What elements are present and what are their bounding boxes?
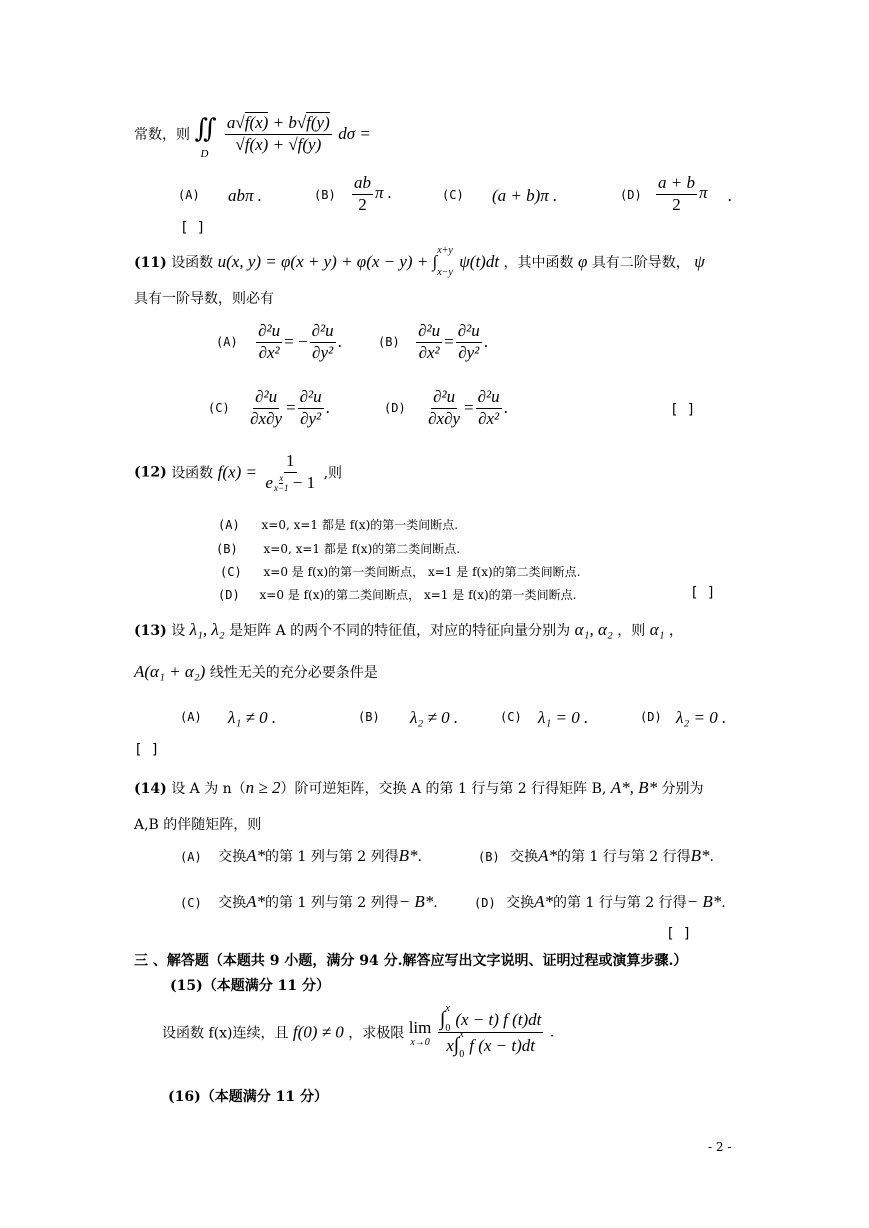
q14-c-m2: − B* <box>398 892 434 911</box>
q11-function: u(x, y) = φ(x + y) + φ(x − y) + ∫ <box>217 252 438 271</box>
q10-num-a: a <box>226 113 236 132</box>
q13-stem <box>134 620 683 640</box>
q10-stem <box>134 113 371 161</box>
q11-d-num1: ∂²u <box>431 388 457 409</box>
q14-option-d <box>474 892 726 912</box>
q12-den <box>263 473 317 493</box>
q12-a-text: x=0, x=1 都是 f(x)的第一类间断点. <box>261 518 459 532</box>
q13-d-label: (D) <box>640 710 662 724</box>
q10-prefix: 常数，则 <box>134 127 190 144</box>
q12-b-text: x=0, x=1 都是 f(x)的第二类间断点. <box>263 542 461 556</box>
q14-line2: A,B 的伴随矩阵，则 <box>134 817 262 833</box>
q10-b-num: ab <box>352 174 373 195</box>
q14-b-end: . <box>709 849 714 865</box>
q12-number: (12) <box>134 464 167 481</box>
q13-text4: ， <box>668 623 683 639</box>
q14-a-m2: B* <box>398 846 418 865</box>
q14-a-end: . <box>417 849 422 865</box>
q15-numerator <box>438 1003 544 1035</box>
section3-heading: 三 、解答题（本题共 9 小题，满分 94 分.解答应写出文字说明、证明过程或演算步骤.） <box>134 953 688 969</box>
q14-number: (14) <box>134 781 167 797</box>
q11-d-eq: = <box>464 398 474 418</box>
q13-a: λ₁ ≠ 0 . <box>228 708 277 727</box>
q11-c-den2: ∂y² <box>300 408 322 428</box>
page-number: - 2 - <box>708 1140 732 1154</box>
q13-b: λ₂ ≠ 0 . <box>410 708 459 727</box>
q10-answer-bracket: [ ] <box>180 220 206 236</box>
q15-den-x: x <box>446 1036 454 1056</box>
q15-den-lower: 0 <box>459 1049 465 1061</box>
q13-line2-math: A(α₁ + α₂) <box>134 662 206 681</box>
q11-c-eq: = <box>286 398 296 418</box>
q11-text1: 设函数 <box>171 255 214 271</box>
q12-a-label: (A) <box>218 518 240 532</box>
q11-option-c <box>208 388 330 428</box>
q11-b-den1: ∂x² <box>418 342 440 362</box>
q15-den-body: f (x − t)dt <box>469 1036 535 1056</box>
q12-fx: f(x) = <box>217 462 257 482</box>
q10-num-fy: f(y) <box>306 113 330 132</box>
q13-b-label: (B) <box>358 710 380 724</box>
q10-dsigma: dσ = <box>338 124 371 144</box>
q13-c-label: (C) <box>500 710 522 724</box>
q15-stem <box>162 1003 555 1061</box>
q12-text2: ,则 <box>323 465 343 482</box>
q11-b-den2: ∂y² <box>458 342 480 362</box>
q11-c-den1: ∂x∂y <box>250 408 283 428</box>
q13-alphas: α₁, α₂ <box>574 620 613 639</box>
q11-a-eq: = − <box>284 332 308 352</box>
q13-text3: ，则 <box>617 623 646 639</box>
q14-b-m2: B* <box>690 846 710 865</box>
q14-option-a <box>180 846 422 866</box>
q15-cond: f(0) ≠ 0 <box>292 1022 344 1042</box>
q13-text1: 设 <box>171 623 186 639</box>
q10-den-fx: f(x) <box>244 134 269 154</box>
q11-a-num1: ∂²u <box>256 322 282 343</box>
q14-stem <box>134 778 704 798</box>
q10-num-fx: f(x) <box>244 113 269 132</box>
q14-astars: A*, B* <box>610 778 658 797</box>
q14-b-mid: 的第 1 行与第 2 行得 <box>557 849 691 865</box>
q12-b-label: (B) <box>216 542 238 556</box>
q10-d-tail: π <box>698 183 708 203</box>
q13-options <box>180 708 740 732</box>
q12-exp-num: x <box>279 473 284 484</box>
q14-c-label: (C) <box>180 896 202 910</box>
q11-b-num2: ∂²u <box>456 322 482 343</box>
q10-option-c: (a + b)π . <box>492 186 558 205</box>
q10-denominator: √f(x) + √f(y) <box>235 134 322 154</box>
q14-d-end: . <box>721 895 726 911</box>
q12-option-d <box>218 586 576 603</box>
q11-text3: 具有二阶导数， <box>591 255 690 271</box>
q13-c: λ₁ = 0 . <box>538 708 589 727</box>
q10-numerator: a√f(x) + b√f(y) <box>225 114 332 135</box>
q10-num-b: + b <box>272 113 297 132</box>
q12-d-label: (D) <box>218 588 240 602</box>
q15-den-int: ∫ <box>453 1034 460 1057</box>
q11-d-num2: ∂²u <box>476 388 502 409</box>
q12-d-text: x=0 是 f(x)的第二类间断点， x=1 是 f(x)的第一类间断点. <box>259 588 577 602</box>
q11-limits <box>437 245 459 278</box>
q11-upper: x+y <box>437 245 453 256</box>
q12-den-minus: − 1 <box>292 472 316 492</box>
q15-den-upper: x <box>459 1029 464 1041</box>
q11-psi: ψ <box>694 252 705 271</box>
q14-b-label: (B) <box>478 850 500 864</box>
q12-c-text: x=0 是 f(x)的第一类间断点， x=1 是 f(x)的第二类间断点. <box>263 565 581 579</box>
q11-a-num2: ∂²u <box>310 322 336 343</box>
q14-c-m1: A* <box>246 892 266 911</box>
q14-option-b <box>478 846 714 866</box>
q13-alpha1: α₁ <box>649 620 665 639</box>
q15-text1: 设函数 f(x)连续，且 <box>162 1025 289 1042</box>
q11-b-label: (B) <box>378 335 400 350</box>
q12-answer-bracket: [ ] <box>690 585 716 601</box>
q13-number: (13) <box>134 623 167 639</box>
q12-fraction <box>263 452 317 493</box>
q15-number: (15)（本题满分 11 分） <box>170 978 330 994</box>
q12-den-e: e <box>265 472 273 492</box>
q15-fraction <box>438 1003 544 1061</box>
q10-option-a-label: (A) <box>178 188 200 202</box>
q11-b-num1: ∂²u <box>416 322 442 343</box>
q10-d-dot: . <box>728 186 733 205</box>
double-integral <box>194 114 218 161</box>
q15-num-int: ∫ <box>439 1008 446 1030</box>
q15-lim-word: lim <box>408 1017 432 1037</box>
q10-option-d-label: (D) <box>620 188 642 202</box>
q11-text2: ，其中函数 <box>503 255 574 271</box>
q11-option-a <box>216 322 342 362</box>
q14-d-pre: 交换 <box>506 895 535 911</box>
integral-sign: ∬ <box>194 114 217 144</box>
q12-stem <box>134 452 342 493</box>
q11-lower: x−y <box>437 267 453 278</box>
q10-den-fy: f(y) <box>297 134 322 154</box>
q15-num-upper: x <box>445 1003 450 1015</box>
q11-a-label: (A) <box>216 335 238 350</box>
q10-option-d <box>654 174 708 214</box>
q11-d-den2: ∂x² <box>478 408 500 428</box>
q11-a-den2: ∂y² <box>312 342 334 362</box>
q11-phi: φ <box>577 252 588 271</box>
q13-text2: 是矩阵 A 的两个不同的特征值，对应的特征向量分别为 <box>229 623 571 639</box>
q12-option-a <box>218 516 458 533</box>
q16-number: (16)（本题满分 11 分） <box>168 1089 328 1105</box>
q10-den-plus: + <box>272 134 285 154</box>
q14-option-c <box>180 892 438 912</box>
q13-answer-bracket: [ ] <box>134 742 160 758</box>
q11-d-den1: ∂x∂y <box>428 408 461 428</box>
q13-d: λ₂ = 0 . <box>676 708 727 727</box>
q13-line2 <box>134 662 378 682</box>
q15-num-lower: 0 <box>445 1023 451 1035</box>
q12-text1: 设函数 <box>171 465 214 482</box>
q12-exp-den: x−1 <box>273 483 289 494</box>
q11-a-dot: . <box>337 332 342 352</box>
q11-c-dot: . <box>325 398 330 418</box>
q11-line2: 具有一阶导数，则必有 <box>134 291 274 307</box>
q14-d-mid: 的第 1 行与第 2 行得 <box>553 895 687 911</box>
q15-end: . <box>549 1024 555 1041</box>
integral-region: D <box>200 148 209 161</box>
q10-d-den: 2 <box>672 194 681 214</box>
q14-a-label: (A) <box>180 850 202 864</box>
q14-answer-bracket: [ ] <box>666 926 692 942</box>
q10-fraction <box>225 114 332 154</box>
q14-a-pre: 交换 <box>218 849 247 865</box>
q10-option-b <box>350 174 392 214</box>
q14-text2: ）阶可逆矩阵，交换 A 的第 1 行与第 2 行得矩阵 B, <box>280 781 607 797</box>
q14-b-m1: A* <box>538 846 558 865</box>
q11-stem <box>134 245 705 278</box>
q15-lim <box>409 1018 432 1048</box>
q14-c-pre: 交换 <box>218 895 247 911</box>
q10-d-num: a + b <box>656 174 697 195</box>
q14-c-end: . <box>433 895 438 911</box>
q11-number: (11) <box>134 255 167 271</box>
q13-a-label: (A) <box>180 710 202 724</box>
q10-b-tail: π . <box>375 183 393 203</box>
q13-line2-text: 线性无关的充分必要条件是 <box>209 665 378 681</box>
q14-a-m1: A* <box>246 846 266 865</box>
q10-options <box>178 173 738 220</box>
q11-answer-bracket: [ ] <box>670 402 696 418</box>
q12-option-b <box>216 540 460 557</box>
q14-d-m1: A* <box>534 892 554 911</box>
q14-b-pre: 交换 <box>510 849 539 865</box>
q15-denominator <box>444 1029 537 1061</box>
q10-b-den: 2 <box>358 194 367 214</box>
q13-lambdas: λ₁, λ₂ <box>189 620 225 639</box>
q11-d-dot: . <box>503 398 508 418</box>
q11-option-b <box>378 322 488 362</box>
q14-n-cond: n ≥ 2 <box>245 778 281 797</box>
q10-option-b-label: (B) <box>314 188 336 202</box>
q10-option-c-label: (C) <box>442 188 464 202</box>
q11-a-den1: ∂x² <box>258 342 280 362</box>
q15-num-body: (x − t) f (t)dt <box>455 1010 542 1029</box>
q11-c-num1: ∂²u <box>253 388 279 409</box>
q11-c-num2: ∂²u <box>298 388 324 409</box>
q15-lim-sub: x→0 <box>410 1036 430 1048</box>
q14-c-mid: 的第 1 列与第 2 列得 <box>265 895 399 911</box>
q14-text1: 设 A 为 n（ <box>171 781 246 797</box>
q15-text2: ，求极限 <box>348 1025 405 1042</box>
q14-a-mid: 的第 1 列与第 2 列得 <box>265 849 399 865</box>
q11-c-label: (C) <box>208 401 230 416</box>
q14-d-m2: − B* <box>686 892 722 911</box>
q14-text3: 分别为 <box>661 781 704 797</box>
q11-b-dot: . <box>483 332 488 352</box>
q12-option-c <box>220 563 580 580</box>
q14-d-label: (D) <box>474 896 496 910</box>
q11-integrand: ψ(t)dt <box>459 252 500 271</box>
q12-c-label: (C) <box>220 565 242 579</box>
q11-option-d <box>384 388 508 428</box>
q10-option-a: abπ . <box>228 186 263 205</box>
q11-b-eq: = <box>444 332 454 352</box>
q12-num: 1 <box>284 452 297 473</box>
q11-d-label: (D) <box>384 401 406 416</box>
